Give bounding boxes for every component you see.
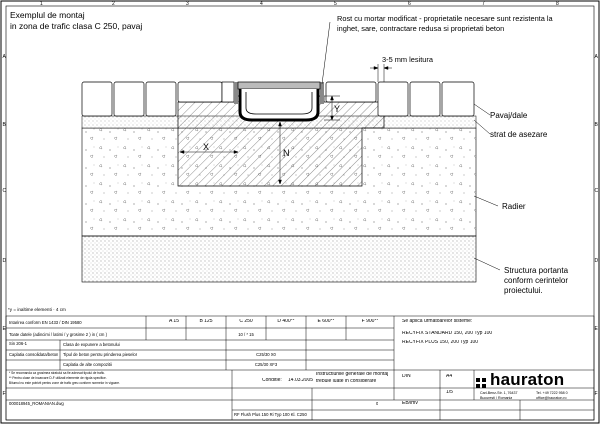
label-structure-line3: proiectului. [504,286,543,295]
tb-instructions-line2: trebuie luate in considerare [316,379,377,384]
grid-letter-e: E [2,326,6,332]
tb-drawn-by: EB/lmv [402,401,418,406]
note-gap: 3-5 mm lesitura [382,55,433,64]
tb-row4-c250: C25/30 X0 [256,352,276,357]
label-paving: Pavaj/dale [490,111,528,120]
grid-number-8: 8 [556,1,559,7]
tb-row5-c250: C25/30 XF3 [254,362,278,367]
tb-address-2: Tel. +49 7222 958 0 [536,391,568,395]
tb-row4-label-b: Tipul de beton pentru prinderea pieselor [63,352,138,357]
grid-letter-c: C [2,188,7,194]
grid-number-6: 6 [408,1,411,7]
tb-instructions-line1: Instructiunile generale de montaj [316,372,389,377]
drawing-title-line2: in zona de trafic clasa C 250, pavaj [10,21,143,31]
grid-letter-a: A [2,54,6,60]
tb-condition-date: 14.03.2005 [288,378,314,383]
grid-number-3: 3 [186,1,189,7]
tb-address-4: office@hauraton.ro [536,396,567,400]
hauraton-logo-icon [476,375,486,385]
label-structure-line2: conform cerintelor [504,276,569,285]
grid-letter-f-right: F [594,391,598,397]
grid-letter-a-right: A [594,54,598,60]
label-bedding: strat de asezare [490,130,548,139]
grid-letter-b: B [2,122,6,128]
tb-row5-label: Caplatia de alte compozitii [63,362,112,367]
tb-address-1: Carl-Benz-Str. 1, 76437 [480,391,518,395]
label-subgrade: Radier [502,202,526,211]
tb-file-name: 000018945_ROMANIAN.dwg [9,401,64,406]
tb-row3-label-a: Sin 206-1 [9,341,27,346]
tb-address-3: Bucuresti / Romania [480,396,513,400]
title-block [6,316,594,420]
tb-note-3: Bitumul nu este potrivit pentru zone de trafic greu conform normelor in vigoare. [9,381,120,385]
tb-product-2: RECYFIX PLUS 150, 200 Typ 100 [402,340,479,345]
label-structure-line1: Structura portanta [504,266,569,275]
grid-number-1: 1 [40,1,43,7]
tb-class-b125: B 125 [199,319,213,324]
drawing-title-line1: Exemplul de montaj [10,10,85,20]
tb-note-1: * Se recomanda ca grosimea stratului sa fie adecvat tipului de trafic. [9,371,106,375]
tb-class-f900: F 900** [361,319,379,324]
tb-products-header: Se aplica urmatoarelor sisteme: [402,319,473,324]
tb-class-e600: E 600** [317,319,335,324]
grid-letter-c-right: C [594,188,599,194]
tb-row4-label-a: Caplatia consolidata/beton [9,352,59,357]
tb-drawing-title: RF Flush Plus 150 Ri Typ 100 Kl. C250 [234,412,307,417]
grid-letter-e-right: E [594,326,598,332]
drainage-channel [238,82,320,120]
grid-letter-d-right: D [594,258,599,264]
mortar-joint-right [320,82,324,104]
grid-number-2: 2 [112,1,115,7]
company-logo: hauraton [490,370,565,389]
tb-row3-label-b: Clasa de expunere a betonului [63,342,120,347]
footnote: *y = inaltime elementi · 4 cm [8,307,66,312]
tb-scale-label: DIN [402,374,411,379]
tb-dimensions-c250: 10 / * 15 [238,332,254,337]
tb-sheet-value: 1/5 [446,390,453,395]
tb-dimensions-label: Toate datele (adincimi / latimi / y grosime 2 ) in ( cm ) [9,332,107,337]
load-bearing-layer [82,236,476,282]
tb-revision: 0 [376,401,379,406]
note-mortar-joint-line2: inghet, sare, contractare redusa si proprietati beton [337,24,505,33]
dimension-x-label: X [203,142,210,152]
grid-number-5: 5 [334,1,337,7]
tb-strength-label: Intarirea conform EN 1433 / DIN 19580 [9,320,82,325]
grid-number-4: 4 [260,1,263,7]
tb-class-c250: C 250 [239,319,253,324]
grid-number-7: 7 [482,1,485,7]
tb-class-d400: D 400** [277,319,295,324]
dimension-y-label: Y [334,104,341,114]
grid-letter-f: F [2,391,6,397]
tb-class-a15: A 15 [168,319,179,324]
grid-letter-d: D [2,258,7,264]
note-mortar-joint-line1: Rost cu mortar modificat - proprietatile necesare sunt rezistenta la [337,14,553,23]
tb-condition-label: Conditie: [262,378,282,383]
tb-note-2: ** Pentru clase de incarcare D-F utilizati elemente de rigola specifice. [9,376,107,380]
grid-letter-b-right: B [594,122,598,128]
tb-scale-value: A4 [446,374,453,379]
dimension-n-label: N [283,148,290,158]
tb-product-1: RECYFIX STANDARD 150, 200 Typ 100 [402,331,493,336]
mortar-joint-left [234,82,238,104]
